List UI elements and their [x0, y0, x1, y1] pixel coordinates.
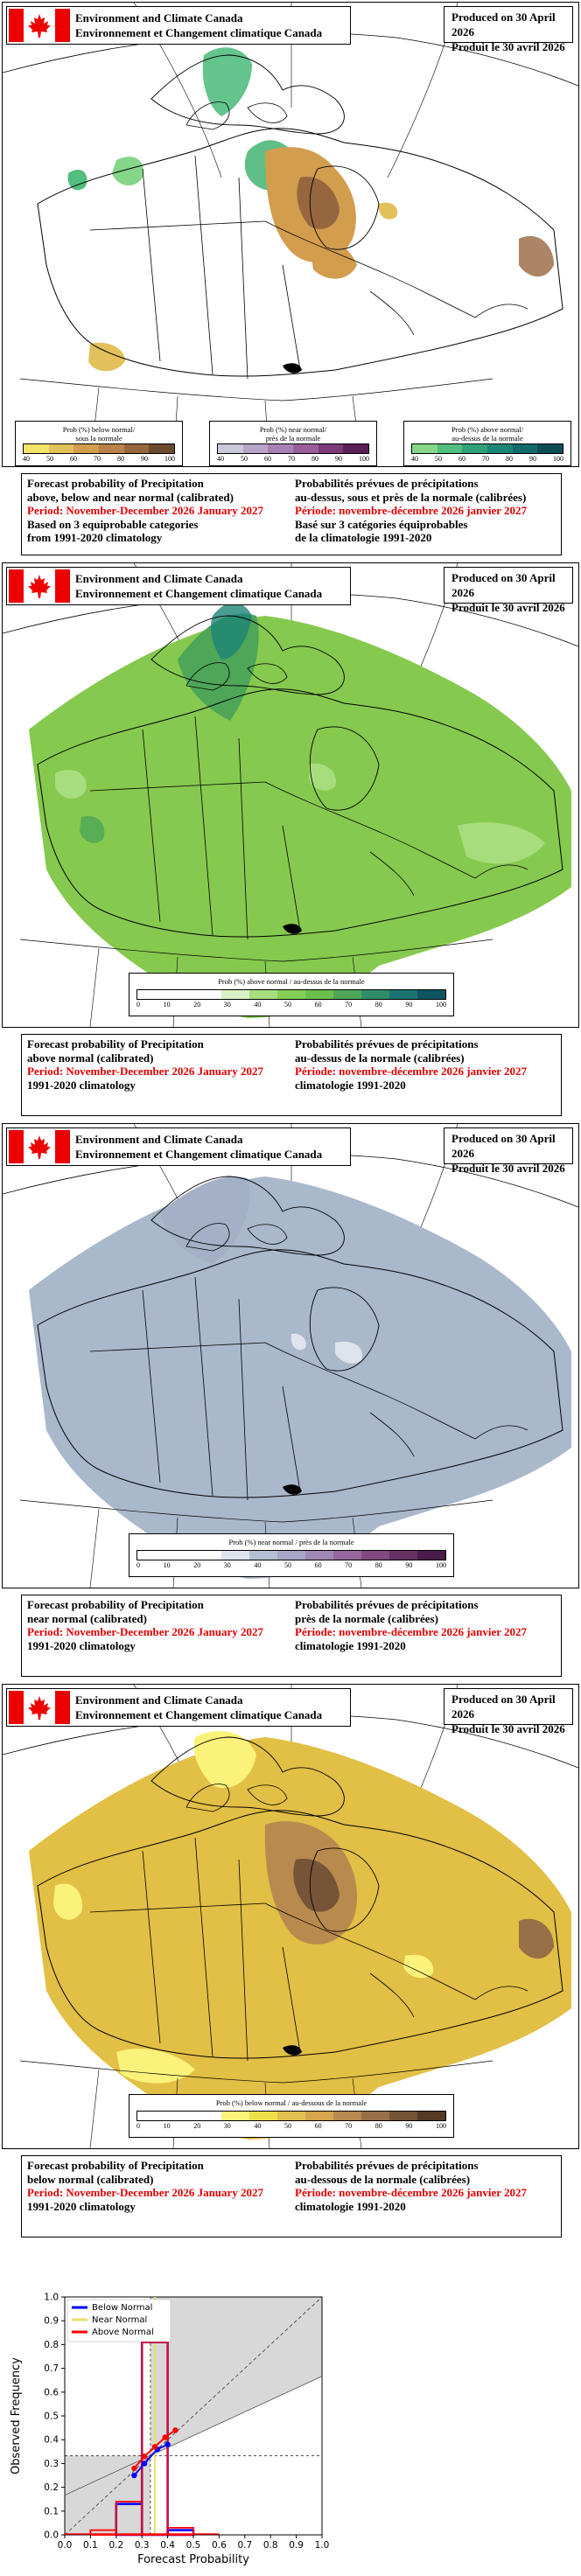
caption-en-line: above, below and near normal (calibrated) [27, 490, 234, 504]
legend-tick: 100 [359, 455, 369, 463]
legend [403, 421, 571, 466]
map-caption [21, 1034, 562, 1116]
legend-title-line: au-dessus de la normale [452, 434, 523, 443]
reliability-point [164, 2441, 170, 2447]
canada-flag-icon [9, 1130, 70, 1163]
x-tick-label: 0.8 [262, 2540, 278, 2551]
x-tick-label: 0.4 [160, 2540, 175, 2551]
map-panel-combined [0, 0, 581, 557]
forecast-map [3, 3, 578, 466]
y-tick-label: 0.6 [44, 2387, 59, 2398]
caption-en-line: below normal (calibrated) [27, 2172, 154, 2186]
legend-tick: 80 [312, 455, 318, 463]
x-tick-label: 0.9 [289, 2540, 304, 2551]
y-tick-label: 0.3 [44, 2458, 59, 2469]
legend-colorbar [217, 443, 369, 454]
legend-tick: 90 [529, 455, 536, 463]
legend-tick: 100 [435, 1001, 446, 1009]
legend-tick: 40 [217, 455, 224, 463]
legend-tick: 70 [482, 455, 489, 463]
reliability-chart [0, 2285, 581, 2572]
y-tick-label: 0.7 [44, 2363, 59, 2375]
forecast-map [3, 1124, 578, 1588]
legend-tick: 10 [163, 2122, 171, 2130]
reliability-point [142, 2454, 147, 2459]
canada-flag-icon [9, 9, 70, 42]
caption-en-line: above normal (calibrated) [27, 1051, 154, 1065]
legend-tick: 40 [23, 455, 30, 463]
caption-fr-period: Période: novembre-décembre 2026 janvier 2027 [295, 1625, 527, 1638]
legend-tick: 50 [284, 1001, 291, 1009]
agency-name-fr: Environnement et Changement climatique Canada [75, 1708, 323, 1721]
legend-tick: 50 [46, 455, 53, 463]
legend-tick: 70 [345, 1001, 353, 1009]
x-tick-label: 0.1 [83, 2540, 98, 2551]
legend [15, 421, 183, 466]
caption-fr-line: Probabilités prévues de précipitations [295, 1037, 479, 1051]
map-frame [2, 2, 579, 467]
produced-en: Produced on 30 April 2026 [452, 1132, 556, 1160]
legend-tick: 50 [435, 455, 442, 463]
agency-name-fr: Environnement et Changement climatique Canada [75, 1148, 323, 1161]
produced-fr: Produit le 30 avril 2026 [452, 1162, 565, 1175]
legend-title-line: Prob (%) near normal/ [259, 425, 327, 434]
legend-tick: 60 [458, 455, 466, 463]
map-frame [2, 1684, 579, 2149]
legend-tick: 90 [335, 455, 342, 463]
caption-fr-extra: climatologie 1991-2020 [295, 1078, 406, 1092]
legend-tick: 60 [314, 1561, 322, 1569]
caption-fr-line: Probabilités prévues de précipitations [295, 477, 479, 490]
legend-tick: 80 [117, 455, 124, 463]
legend-tick: 90 [405, 2122, 413, 2130]
caption-en-line: near normal (calibrated) [27, 1611, 147, 1625]
legend-tick: 80 [506, 455, 513, 463]
legend-tick: 20 [193, 2122, 201, 2130]
legend-tick: 0 [136, 1561, 140, 1569]
y-tick-label: 0.8 [44, 2339, 59, 2350]
caption-fr-line: au-dessus de la normale (calibrées) [295, 1051, 465, 1065]
legend-tick: 50 [241, 455, 248, 463]
legend-tick: 60 [314, 1001, 322, 1009]
map-panel-near [0, 1121, 581, 1679]
agency-name-fr: Environnement et Changement climatique Canada [75, 26, 323, 39]
produced-fr: Produit le 30 avril 2026 [452, 601, 565, 614]
legend-colorbar [23, 443, 175, 454]
legend-tick: 90 [141, 455, 148, 463]
caption-en-extra: 1991-2020 climatology [27, 1638, 136, 1652]
y-axis-label: Observed Frequency [10, 2357, 23, 2475]
x-tick-label: 0.3 [134, 2540, 150, 2551]
x-tick-label: 0.0 [57, 2540, 73, 2551]
caption-en-period: Period: November-December 2026 January 2027 [27, 504, 264, 517]
legend-tick: 100 [553, 455, 564, 463]
legend-tick: 100 [435, 1561, 446, 1569]
legend-tick: 70 [345, 2122, 353, 2130]
legend-tick: 80 [374, 2122, 382, 2130]
canada-flag-icon [9, 569, 70, 603]
y-tick-label: 0.2 [44, 2482, 59, 2494]
produced-en: Produced on 30 April 2026 [452, 571, 556, 599]
legend-tick: 60 [264, 455, 271, 463]
produced-fr: Produit le 30 avril 2026 [452, 40, 565, 53]
y-tick-label: 0.4 [44, 2434, 59, 2446]
x-tick-label: 1.0 [314, 2540, 330, 2551]
legend-tick: 10 [163, 1001, 171, 1009]
map-caption [21, 2155, 562, 2237]
x-tick-label: 0.2 [108, 2540, 124, 2551]
legend-tick: 100 [435, 2122, 446, 2130]
production-date [444, 1127, 573, 1175]
x-tick-label: 0.6 [212, 2540, 227, 2551]
legend-title-line: sous la normale [75, 434, 122, 443]
y-tick-label: 0.9 [44, 2315, 59, 2327]
legend-colorbar [136, 2111, 446, 2121]
reliability-point [172, 2427, 178, 2433]
legend-title-line: Prob (%) below normal/ [62, 425, 136, 434]
map-caption [21, 1595, 562, 1677]
forecast-map [3, 1685, 578, 2148]
legend-title-line: Prob (%) above normal/ [452, 425, 523, 434]
legend-tick: 20 [193, 1561, 201, 1569]
legend-tick: 0 [136, 2122, 140, 2130]
caption-en-period: Period: November-December 2026 January 2027 [27, 2186, 264, 2199]
produced-en: Produced on 30 April 2026 [452, 1693, 556, 1721]
caption-en-line: Forecast probability of Precipitation [27, 477, 204, 490]
legend-tick: 30 [223, 1561, 231, 1569]
reliability-point [152, 2444, 158, 2449]
caption-en-extra: Based on 3 equiprobable categories [27, 517, 199, 531]
agency-header [6, 1688, 351, 1727]
caption-en-extra: from 1991-2020 climatology [27, 531, 163, 544]
legend-title-line: près de la normale [265, 434, 321, 443]
production-date [444, 1688, 573, 1735]
legend-tick: 70 [94, 455, 101, 463]
production-date [444, 6, 573, 53]
caption-en-line: Forecast probability of Precipitation [27, 1598, 204, 1611]
legend-title-line: Prob (%) near normal / près de la normale [228, 1538, 354, 1546]
legend-tick: 70 [288, 455, 295, 463]
production-date [444, 567, 573, 614]
agency-name-fr: Environnement et Changement climatique Canada [75, 587, 323, 600]
legend [209, 421, 377, 466]
agency-name-en: Environment and Climate Canada [75, 572, 243, 585]
legend-tick: 100 [164, 455, 175, 463]
caption-fr-extra: climatologie 1991-2020 [295, 2199, 406, 2213]
map-frame [2, 1123, 579, 1588]
legend-tick: 50 [284, 1561, 291, 1569]
legend-tick: 40 [254, 1561, 262, 1569]
legend-entry: Above Normal [92, 2328, 154, 2337]
legend [129, 973, 454, 1016]
legend-tick: 0 [136, 1001, 140, 1009]
legend-colorbar [136, 989, 446, 1000]
agency-name-en: Environment and Climate Canada [75, 1133, 243, 1146]
caption-fr-line: Probabilités prévues de précipitations [295, 2159, 479, 2172]
map-panel-above [0, 561, 581, 1118]
legend-tick: 60 [70, 455, 77, 463]
legend-colorbar [411, 443, 564, 454]
caption-fr-period: Période: novembre-décembre 2026 janvier 2027 [295, 504, 527, 517]
produced-en: Produced on 30 April 2026 [452, 10, 556, 38]
caption-fr-line: au-dessous de la normale (calibrées) [295, 2172, 471, 2186]
reliability-diagram [0, 2285, 581, 2572]
reliability-point [162, 2434, 167, 2440]
y-tick-label: 0.0 [44, 2530, 59, 2541]
forecast-region [29, 616, 571, 1018]
caption-en-extra: 1991-2020 climatology [27, 1078, 136, 1092]
legend-title-line: Prob (%) above normal / au-dessus de la normale [218, 977, 365, 986]
map-frame [2, 562, 579, 1028]
legend-tick: 40 [254, 2122, 262, 2130]
legend [129, 1533, 454, 1577]
legend-tick: 10 [163, 1561, 171, 1569]
canada-flag-icon [9, 1691, 70, 1724]
forecast-region [29, 1176, 571, 1579]
caption-en-line: Forecast probability of Precipitation [27, 2159, 204, 2172]
y-tick-label: 0.5 [44, 2411, 59, 2422]
legend-colorbar [136, 1550, 446, 1560]
x-axis-label: Forecast Probability [137, 2553, 249, 2566]
map-caption [21, 473, 562, 555]
caption-fr-extra: climatologie 1991-2020 [295, 1638, 406, 1652]
legend-tick: 40 [411, 455, 418, 463]
caption-fr-extra: Basé sur 3 catégories équiprobables [295, 517, 468, 531]
caption-fr-line: au-dessus, sous et près de la normale (calibrées) [295, 490, 527, 504]
agency-name-en: Environment and Climate Canada [75, 11, 243, 24]
legend-entry: Near Normal [92, 2315, 148, 2325]
reliability-point [131, 2466, 136, 2471]
legend-tick: 60 [314, 2122, 322, 2130]
legend-tick: 90 [405, 1561, 413, 1569]
agency-header [6, 567, 351, 605]
caption-fr-extra: de la climatologie 1991-2020 [295, 531, 432, 544]
agency-header [6, 6, 351, 45]
x-tick-label: 0.7 [237, 2540, 253, 2551]
agency-header [6, 1127, 351, 1166]
y-tick-label: 1.0 [44, 2292, 59, 2303]
produced-fr: Produit le 30 avril 2026 [452, 1722, 565, 1735]
legend [129, 2094, 454, 2138]
caption-fr-period: Période: novembre-décembre 2026 janvier 2027 [295, 2186, 527, 2199]
reliability-point [131, 2473, 136, 2478]
caption-en-line: Forecast probability of Precipitation [27, 1037, 204, 1051]
legend-tick: 30 [223, 1001, 231, 1009]
legend-tick: 70 [345, 1561, 353, 1569]
legend-title-line: Prob (%) below normal / au-dessous de la normale [215, 2098, 368, 2107]
reliability-point [142, 2461, 147, 2466]
legend-tick: 40 [254, 1001, 262, 1009]
legend-tick: 50 [284, 2122, 291, 2130]
legend-tick: 30 [223, 2122, 231, 2130]
agency-name-en: Environment and Climate Canada [75, 1693, 243, 1707]
map-panel-below [0, 1682, 581, 2239]
caption-en-extra: 1991-2020 climatology [27, 2199, 136, 2213]
y-tick-label: 0.1 [44, 2506, 59, 2517]
legend-tick: 20 [193, 1001, 201, 1009]
legend-tick: 90 [405, 1001, 413, 1009]
caption-en-period: Period: November-December 2026 January 2027 [27, 1065, 264, 1078]
forecast-map [3, 563, 578, 1027]
caption-fr-period: Période: novembre-décembre 2026 janvier 2027 [295, 1065, 527, 1078]
legend-entry: Below Normal [92, 2303, 153, 2313]
x-tick-label: 0.5 [186, 2540, 201, 2551]
legend-tick: 80 [374, 1001, 382, 1009]
legend-tick: 80 [374, 1561, 382, 1569]
caption-fr-line: près de la normale (calibrées) [295, 1611, 438, 1625]
caption-en-period: Period: November-December 2026 January 2027 [27, 1625, 264, 1638]
caption-fr-line: Probabilités prévues de précipitations [295, 1598, 479, 1611]
